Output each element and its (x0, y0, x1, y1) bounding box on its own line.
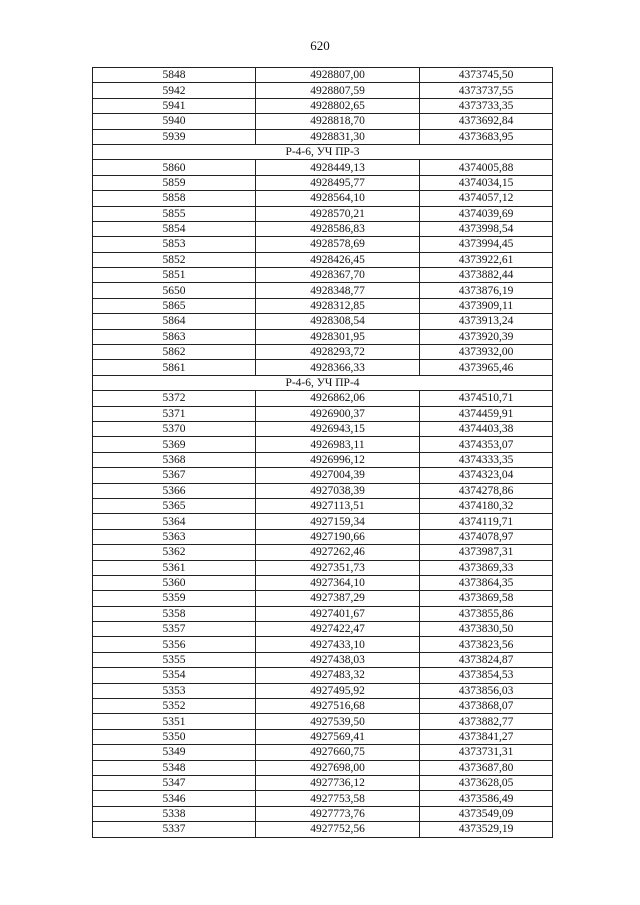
x-coordinate-cell: 4927401,67 (256, 606, 420, 621)
y-coordinate-cell: 4373864,35 (420, 575, 553, 590)
x-coordinate-cell: 4928578,69 (256, 237, 420, 252)
table-row (93, 68, 553, 83)
point-number-cell: 5369 (93, 437, 256, 452)
point-number-cell: 5864 (93, 314, 256, 329)
point-number-cell: 5338 (93, 806, 256, 821)
point-number-cell: 5357 (93, 622, 256, 637)
x-coordinate-cell: 4927262,46 (256, 545, 420, 560)
y-coordinate-cell: 4373854,53 (420, 668, 553, 683)
y-coordinate-cell: 4374459,91 (420, 406, 553, 421)
x-coordinate-cell: 4927495,92 (256, 683, 420, 698)
y-coordinate-cell: 4373586,49 (420, 791, 553, 806)
x-coordinate-cell: 4928495,77 (256, 175, 420, 190)
table-row (93, 406, 553, 421)
point-number-cell: 5861 (93, 360, 256, 375)
x-coordinate-cell: 4927438,03 (256, 652, 420, 667)
y-coordinate-cell: 4373994,45 (420, 237, 553, 252)
x-coordinate-cell: 4927422,47 (256, 622, 420, 637)
y-coordinate-cell: 4373745,50 (420, 68, 553, 83)
y-coordinate-cell: 4374333,35 (420, 452, 553, 467)
table-row (93, 283, 553, 298)
table-row (93, 714, 553, 729)
y-coordinate-cell: 4373731,31 (420, 745, 553, 760)
x-coordinate-cell: 4928807,00 (256, 68, 420, 83)
x-coordinate-cell: 4928449,13 (256, 160, 420, 175)
x-coordinate-cell: 4927004,39 (256, 468, 420, 483)
y-coordinate-cell: 4373882,77 (420, 714, 553, 729)
point-number-cell: 5941 (93, 98, 256, 113)
section-title: Р-4-6, УЧ ПР-4 (93, 375, 553, 390)
y-coordinate-cell: 4373932,00 (420, 345, 553, 360)
x-coordinate-cell: 4927753,58 (256, 791, 420, 806)
table-row (93, 775, 553, 790)
table-row (93, 314, 553, 329)
point-number-cell: 5940 (93, 114, 256, 129)
x-coordinate-cell: 4927159,34 (256, 514, 420, 529)
y-coordinate-cell: 4373998,54 (420, 221, 553, 236)
x-coordinate-cell: 4927773,76 (256, 806, 420, 821)
y-coordinate-cell: 4373737,55 (420, 83, 553, 98)
point-number-cell: 5858 (93, 191, 256, 206)
table-row (93, 791, 553, 806)
table-row (93, 221, 553, 236)
x-coordinate-cell: 4928293,72 (256, 345, 420, 360)
y-coordinate-cell: 4374278,86 (420, 483, 553, 498)
point-number-cell: 5354 (93, 668, 256, 683)
coordinates-table-body (93, 68, 553, 838)
table-row (93, 421, 553, 436)
table-row (93, 175, 553, 190)
x-coordinate-cell: 4926862,06 (256, 391, 420, 406)
point-number-cell: 5939 (93, 129, 256, 144)
point-number-cell: 5942 (93, 83, 256, 98)
y-coordinate-cell: 4374039,69 (420, 206, 553, 221)
y-coordinate-cell: 4374323,04 (420, 468, 553, 483)
point-number-cell: 5367 (93, 468, 256, 483)
y-coordinate-cell: 4374034,15 (420, 175, 553, 190)
y-coordinate-cell: 4373841,27 (420, 729, 553, 744)
x-coordinate-cell: 4927539,50 (256, 714, 420, 729)
x-coordinate-cell: 4928367,70 (256, 268, 420, 283)
point-number-cell: 5853 (93, 237, 256, 252)
point-number-cell: 5352 (93, 699, 256, 714)
table-row (93, 529, 553, 544)
point-number-cell: 5346 (93, 791, 256, 806)
x-coordinate-cell: 4928818,70 (256, 114, 420, 129)
point-number-cell: 5361 (93, 560, 256, 575)
y-coordinate-cell: 4373909,11 (420, 298, 553, 313)
point-number-cell: 5363 (93, 529, 256, 544)
section-header-row (93, 375, 553, 390)
y-coordinate-cell: 4374353,07 (420, 437, 553, 452)
table-row (93, 545, 553, 560)
y-coordinate-cell: 4373869,33 (420, 560, 553, 575)
table-row (93, 637, 553, 652)
table-row (93, 191, 553, 206)
coordinates-table (92, 67, 553, 838)
x-coordinate-cell: 4928308,54 (256, 314, 420, 329)
table-row (93, 760, 553, 775)
x-coordinate-cell: 4928366,33 (256, 360, 420, 375)
table-row (93, 437, 553, 452)
y-coordinate-cell: 4374005,88 (420, 160, 553, 175)
section-title: Р-4-6, УЧ ПР-3 (93, 144, 553, 159)
y-coordinate-cell: 4373913,24 (420, 314, 553, 329)
table-row (93, 745, 553, 760)
y-coordinate-cell: 4373628,05 (420, 775, 553, 790)
point-number-cell: 5650 (93, 283, 256, 298)
y-coordinate-cell: 4373882,44 (420, 268, 553, 283)
table-row (93, 268, 553, 283)
point-number-cell: 5362 (93, 545, 256, 560)
table-row (93, 591, 553, 606)
table-row (93, 391, 553, 406)
table-row (93, 298, 553, 313)
x-coordinate-cell: 4928570,21 (256, 206, 420, 221)
y-coordinate-cell: 4373824,87 (420, 652, 553, 667)
y-coordinate-cell: 4374119,71 (420, 514, 553, 529)
point-number-cell: 5359 (93, 591, 256, 606)
point-number-cell: 5358 (93, 606, 256, 621)
y-coordinate-cell: 4373876,19 (420, 283, 553, 298)
x-coordinate-cell: 4926943,15 (256, 421, 420, 436)
x-coordinate-cell: 4927569,41 (256, 729, 420, 744)
x-coordinate-cell: 4928426,45 (256, 252, 420, 267)
x-coordinate-cell: 4927660,75 (256, 745, 420, 760)
y-coordinate-cell: 4374510,71 (420, 391, 553, 406)
y-coordinate-cell: 4373920,39 (420, 329, 553, 344)
table-row (93, 606, 553, 621)
y-coordinate-cell: 4374057,12 (420, 191, 553, 206)
point-number-cell: 5852 (93, 252, 256, 267)
table-row (93, 329, 553, 344)
table-row (93, 514, 553, 529)
point-number-cell: 5860 (93, 160, 256, 175)
table-row (93, 622, 553, 637)
point-number-cell: 5349 (93, 745, 256, 760)
point-number-cell: 5364 (93, 514, 256, 529)
point-number-cell: 5337 (93, 822, 256, 837)
y-coordinate-cell: 4373869,58 (420, 591, 553, 606)
y-coordinate-cell: 4374078,97 (420, 529, 553, 544)
point-number-cell: 5372 (93, 391, 256, 406)
point-number-cell: 5851 (93, 268, 256, 283)
point-number-cell: 5854 (93, 221, 256, 236)
point-number-cell: 5855 (93, 206, 256, 221)
x-coordinate-cell: 4928301,95 (256, 329, 420, 344)
y-coordinate-cell: 4373830,50 (420, 622, 553, 637)
point-number-cell: 5350 (93, 729, 256, 744)
y-coordinate-cell: 4373987,31 (420, 545, 553, 560)
y-coordinate-cell: 4373868,07 (420, 699, 553, 714)
point-number-cell: 5368 (93, 452, 256, 467)
y-coordinate-cell: 4373692,84 (420, 114, 553, 129)
x-coordinate-cell: 4927113,51 (256, 498, 420, 513)
x-coordinate-cell: 4928348,77 (256, 283, 420, 298)
table-row (93, 560, 553, 575)
point-number-cell: 5351 (93, 714, 256, 729)
x-coordinate-cell: 4928586,83 (256, 221, 420, 236)
y-coordinate-cell: 4373529,19 (420, 822, 553, 837)
point-number-cell: 5353 (93, 683, 256, 698)
x-coordinate-cell: 4927516,68 (256, 699, 420, 714)
x-coordinate-cell: 4927483,32 (256, 668, 420, 683)
point-number-cell: 5366 (93, 483, 256, 498)
table-row (93, 699, 553, 714)
point-number-cell: 5360 (93, 575, 256, 590)
x-coordinate-cell: 4926983,11 (256, 437, 420, 452)
table-row (93, 345, 553, 360)
x-coordinate-cell: 4926996,12 (256, 452, 420, 467)
point-number-cell: 5865 (93, 298, 256, 313)
x-coordinate-cell: 4927190,66 (256, 529, 420, 544)
x-coordinate-cell: 4927433,10 (256, 637, 420, 652)
x-coordinate-cell: 4928807,59 (256, 83, 420, 98)
y-coordinate-cell: 4374180,32 (420, 498, 553, 513)
table-row (93, 652, 553, 667)
point-number-cell: 5348 (93, 760, 256, 775)
y-coordinate-cell: 4373922,61 (420, 252, 553, 267)
page-number: 620 (310, 38, 330, 53)
y-coordinate-cell: 4373683,95 (420, 129, 553, 144)
table-row (93, 452, 553, 467)
table-row (93, 498, 553, 513)
y-coordinate-cell: 4373855,86 (420, 606, 553, 621)
y-coordinate-cell: 4373549,09 (420, 806, 553, 821)
point-number-cell: 5848 (93, 68, 256, 83)
point-number-cell: 5859 (93, 175, 256, 190)
x-coordinate-cell: 4928312,85 (256, 298, 420, 313)
table-row (93, 360, 553, 375)
table-row (93, 252, 553, 267)
table-row (93, 575, 553, 590)
y-coordinate-cell: 4373965,46 (420, 360, 553, 375)
x-coordinate-cell: 4927038,39 (256, 483, 420, 498)
x-coordinate-cell: 4928564,10 (256, 191, 420, 206)
x-coordinate-cell: 4927387,29 (256, 591, 420, 606)
table-row (93, 160, 553, 175)
table-row (93, 237, 553, 252)
table-row (93, 483, 553, 498)
y-coordinate-cell: 4373823,56 (420, 637, 553, 652)
table-row (93, 683, 553, 698)
table-row (93, 83, 553, 98)
table-row (93, 822, 553, 837)
point-number-cell: 5356 (93, 637, 256, 652)
point-number-cell: 5863 (93, 329, 256, 344)
table-row (93, 806, 553, 821)
x-coordinate-cell: 4927752,56 (256, 822, 420, 837)
section-header-row (93, 144, 553, 159)
table-row (93, 129, 553, 144)
table-row (93, 98, 553, 113)
x-coordinate-cell: 4927698,00 (256, 760, 420, 775)
x-coordinate-cell: 4927351,73 (256, 560, 420, 575)
table-row (93, 206, 553, 221)
y-coordinate-cell: 4374403,38 (420, 421, 553, 436)
x-coordinate-cell: 4926900,37 (256, 406, 420, 421)
x-coordinate-cell: 4928802,65 (256, 98, 420, 113)
table-row (93, 668, 553, 683)
point-number-cell: 5862 (93, 345, 256, 360)
point-number-cell: 5355 (93, 652, 256, 667)
x-coordinate-cell: 4928831,30 (256, 129, 420, 144)
table-row (93, 729, 553, 744)
y-coordinate-cell: 4373687,80 (420, 760, 553, 775)
y-coordinate-cell: 4373733,35 (420, 98, 553, 113)
y-coordinate-cell: 4373856,03 (420, 683, 553, 698)
x-coordinate-cell: 4927736,12 (256, 775, 420, 790)
x-coordinate-cell: 4927364,10 (256, 575, 420, 590)
point-number-cell: 5347 (93, 775, 256, 790)
table-row (93, 114, 553, 129)
table-row (93, 468, 553, 483)
point-number-cell: 5365 (93, 498, 256, 513)
point-number-cell: 5370 (93, 421, 256, 436)
point-number-cell: 5371 (93, 406, 256, 421)
